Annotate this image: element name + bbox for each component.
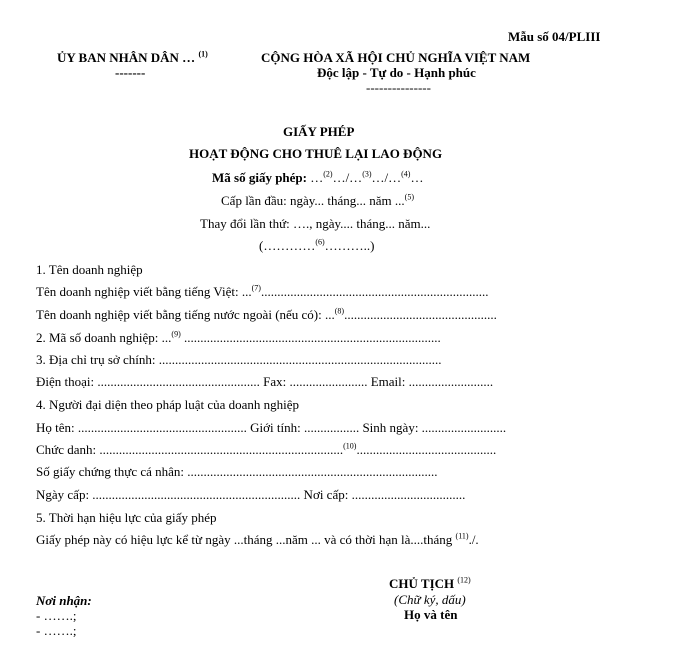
footnote-ref: (9): [171, 329, 181, 339]
validity-end: ./.: [468, 532, 479, 547]
footnote-ref: (12): [457, 575, 471, 585]
change-line: Thay đổi lần thứ: …., ngày.... tháng... năm...: [200, 216, 431, 231]
header-right-dash: ---------------: [366, 80, 431, 95]
footnote-ref: (7): [251, 283, 261, 293]
license-number-label: Mã số giấy phép:: [212, 170, 307, 185]
national-title: CỘNG HÒA XÃ HỘI CHỦ NGHĨA VIỆT NAM: [261, 50, 531, 65]
footnote-ref: (10): [343, 441, 357, 451]
first-issue-text: Cấp lần đầu: ngày... tháng... năm ...: [221, 193, 405, 208]
license-number-part: …/…: [371, 170, 402, 185]
vn-name-line: [36, 284, 488, 300]
foreign-name-line: [36, 307, 497, 323]
section-5-heading: 5. Thời hạn hiệu lực của giấy phép: [36, 510, 217, 525]
paren-open: (…………: [259, 238, 316, 253]
foreign-name-label: Tên doanh nghiệp viết bằng tiếng nước ngoài (nếu có): ...: [36, 307, 335, 322]
footnote-ref: (4): [401, 169, 411, 179]
license-number-part: …: [306, 170, 324, 185]
signer-sign-note: (Chữ ký, dấu): [394, 592, 466, 607]
first-issue-line: [221, 193, 414, 209]
header-left-dash: -------: [115, 65, 146, 80]
enterprise-code-label: 2. Mã số doanh nghiệp: ...: [36, 330, 172, 345]
section-3-line: 3. Địa chỉ trụ sở chính: .......................................................................................: [36, 352, 442, 367]
license-number: [212, 170, 423, 186]
footnote-ref: (8): [334, 306, 345, 316]
section-1-heading: 1. Tên doanh nghiệp: [36, 262, 143, 277]
validity-line: [36, 532, 479, 548]
issue-date-line: Ngày cấp: ................................................................ Nơi cấp: ...................................: [36, 487, 466, 502]
footnote-ref: (5): [404, 192, 414, 202]
section-2-line: [36, 330, 441, 346]
fill-dots: ......................................................................: [260, 284, 489, 299]
doc-subtitle: HOẠT ĐỘNG CHO THUÊ LẠI LAO ĐỘNG: [189, 146, 443, 161]
paren-close: ………..): [324, 238, 375, 253]
vn-name-label: Tên doanh nghiệp viết bằng tiếng Việt: ...: [36, 284, 252, 299]
issuing-authority: [57, 50, 208, 66]
validity-text: Giấy phép này có hiệu lực kể từ ngày ...tháng ...năm ... và có thời hạn là....tháng: [36, 532, 456, 547]
footnote-ref: (11): [455, 531, 469, 541]
position-line: [36, 442, 496, 458]
recipient-item: - …….;: [36, 623, 77, 638]
signer-title-text: CHỦ TỊCH: [389, 576, 455, 591]
position-label: Chức danh: ...........................................................................: [36, 442, 344, 457]
footnote-ref: (3): [362, 169, 372, 179]
footnote-ref: (2): [323, 169, 333, 179]
section-4-heading: 4. Người đại diện theo pháp luật của doanh nghiệp: [36, 397, 300, 412]
fill-dots: ...............................................: [344, 307, 497, 322]
signer-title: [389, 576, 471, 592]
recipients-label: Nơi nhận:: [36, 593, 92, 608]
national-motto: Độc lập - Tự do - Hạnh phúc: [317, 65, 476, 80]
contact-line: Điện thoại: .................................................. Fax: ........................ Email: ..........................: [36, 374, 494, 389]
fill-dots: ...........................................: [356, 442, 497, 457]
issuing-authority-label: ỦY BAN NHÂN DÂN …: [57, 50, 196, 65]
license-number-part: …/…: [332, 170, 363, 185]
form-code: Mẫu số 04/PLIII: [508, 29, 601, 44]
change-detail: [259, 238, 375, 254]
footnote-ref: (1): [198, 49, 208, 59]
recipient-item: - …….;: [36, 608, 77, 623]
doc-title: GIẤY PHÉP: [283, 124, 355, 139]
fill-dots: ...............................................................................: [180, 330, 441, 345]
signer-name: Họ và tên: [404, 607, 458, 622]
representative-name-line: Họ tên: .................................................... Giới tính: ................. Sinh ngày: ..........................: [36, 420, 507, 435]
license-number-part: …: [410, 170, 424, 185]
footnote-ref: (6): [315, 237, 325, 247]
id-line: Số giấy chứng thực cá nhân: .............................................................................: [36, 464, 438, 479]
